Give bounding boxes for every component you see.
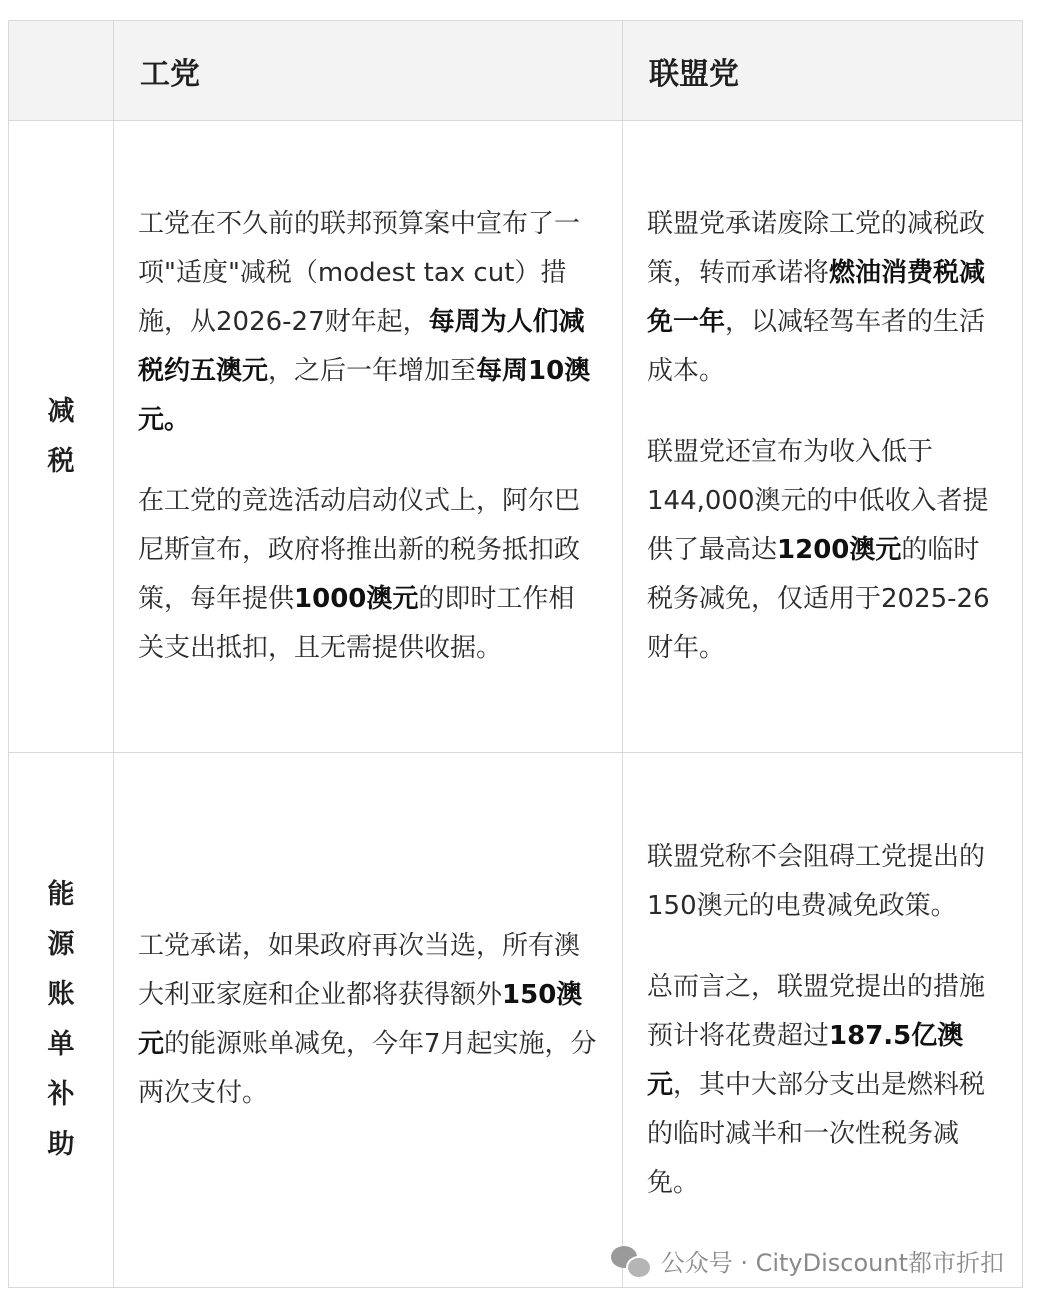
row-label-energy-bill	[9, 753, 114, 1288]
cell-paragraph	[138, 200, 598, 445]
text-run: 总而言之，联盟党提出的措施预计将花费超过	[647, 971, 986, 1051]
bold-text: 1000澳元	[294, 584, 419, 614]
text-run: ，之后一年增加至	[268, 356, 477, 386]
cell-paragraph	[647, 428, 998, 673]
text-run: 联盟党称不会阻碍工党提出的150澳元的电费减免政策。	[647, 841, 986, 921]
bold-text: 燃油消费税减免一年	[647, 258, 986, 337]
row-label-tax-cut	[9, 121, 114, 753]
table-row-energy-bill	[9, 753, 1023, 1288]
text-run: ，以减轻驾车者的生活成本。	[647, 307, 986, 386]
cell-energy-coalition	[623, 753, 1023, 1288]
row-label-energy-bill-text: 能源账单补助	[47, 879, 75, 1160]
table-header-row	[9, 21, 1023, 121]
cell-paragraph	[138, 922, 598, 1118]
wechat-icon	[611, 1244, 651, 1278]
text-run: 的即时工作相关支出抵扣，且无需提供收据。	[138, 584, 575, 663]
cell-paragraph	[647, 200, 998, 396]
header-labor: 工党	[114, 21, 623, 121]
cell-tax-labor	[114, 121, 623, 753]
bold-text: 每周为人们减税约五澳元	[138, 307, 585, 386]
cell-paragraph	[138, 477, 598, 673]
header-coalition: 联盟党	[623, 21, 1023, 121]
watermark	[611, 1243, 1004, 1278]
text-run: 工党在不久前的联邦预算案中宣布了一项"适度"减税（modest tax cut）措施，从2026-27财年起，	[138, 209, 581, 337]
text-run: 的能源账单减免，今年7月起实施，分两次支付。	[138, 1029, 597, 1108]
text-run: ，其中大部分支出是燃料税的临时减半和一次性税务减免。	[647, 1069, 986, 1198]
cell-tax-coalition	[623, 121, 1023, 753]
header-corner-cell	[9, 21, 114, 121]
watermark-text: 公众号 · CityDiscount都市折扣	[660, 1249, 1004, 1277]
cell-paragraph	[647, 963, 998, 1208]
bold-text: 1200澳元	[777, 535, 902, 565]
row-label-tax-cut-text: 减税	[47, 395, 75, 477]
text-run: 联盟党承诺废除工党的减税政策，转而承诺将	[647, 209, 986, 288]
comparison-table	[8, 20, 1023, 1288]
bold-text: 每周10澳元。	[138, 356, 591, 435]
cell-energy-labor	[114, 753, 623, 1288]
text-run: 联盟党还宣布为收入低于144,000澳元的中低收入者提供了最高达	[647, 437, 989, 565]
text-run: 在工党的竞选活动启动仪式上，阿尔巴尼斯宣布，政府将推出新的税务抵扣政策，每年提供	[138, 486, 581, 614]
cell-paragraph	[647, 833, 998, 931]
text-run: 的临时税务减免，仅适用于2025-26 财年。	[647, 535, 990, 663]
bold-text: 150澳元	[138, 980, 583, 1059]
bold-text: 187.5亿澳元	[647, 1020, 964, 1100]
text-run: 工党承诺，如果政府再次当选，所有澳大利亚家庭和企业都将获得额外	[138, 931, 581, 1010]
table-row-tax-cut	[9, 121, 1023, 753]
